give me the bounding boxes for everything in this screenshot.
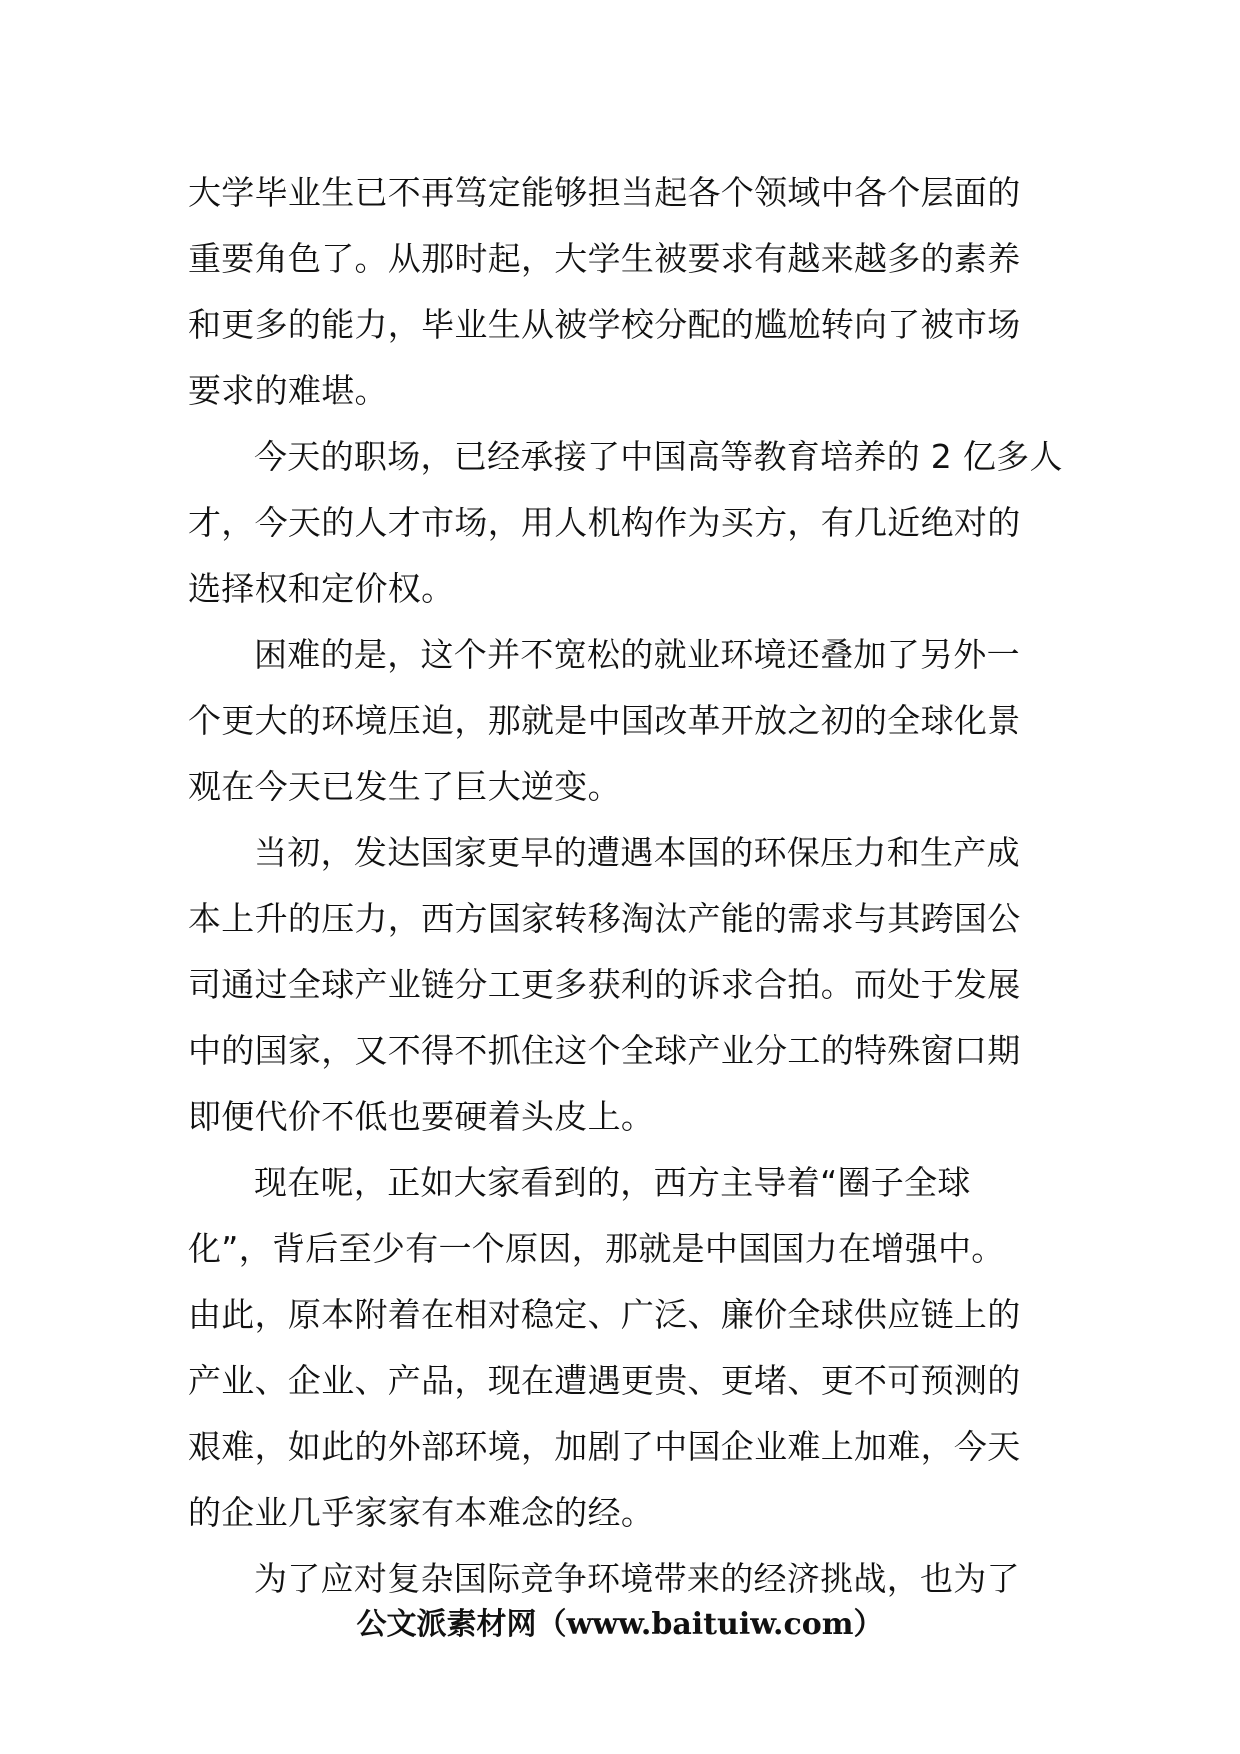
text-line: 为了应对复杂国际竞争环境带来的经济挑战，也为了 <box>254 1559 1020 1598</box>
text-line: 的企业几乎家家有本难念的经。 <box>188 1493 655 1532</box>
text-line: 本上升的压力，西方国家转移淘汰产能的需求与其跨国公 <box>188 899 1021 938</box>
text-line: 和更多的能力，毕业生从被学校分配的尴尬转向了被市场 <box>188 305 1021 344</box>
footer-watermark: 公文派素材网（www.baituiw.com） <box>356 1607 884 1642</box>
text-line: 大学毕业生已不再笃定能够担当起各个领域中各个层面的 <box>188 173 1021 212</box>
text-line: 艰难，如此的外部环境，加剧了中国企业难上加难，今天 <box>188 1427 1021 1466</box>
text-line: 现在呢，正如大家看到的，西方主导着“圈子全球 <box>254 1163 971 1202</box>
body-text <box>188 160 1063 1612</box>
text-line: 中的国家，又不得不抓住这个全球产业分工的特殊窗口期 <box>188 1031 1021 1070</box>
text-line: 观在今天已发生了巨大逆变。 <box>188 767 621 806</box>
text-line: 司通过全球产业链分工更多获利的诉求合拍。而处于发展 <box>188 965 1021 1004</box>
text-line: 选择权和定价权。 <box>188 569 455 608</box>
text-line: 才，今天的人才市场，用人机构作为买方，有几近绝对的 <box>188 503 1021 542</box>
text-line: 当初，发达国家更早的遭遇本国的环保压力和生产成 <box>254 833 1020 872</box>
text-line: 产业、企业、产品，现在遭遇更贵、更堵、更不可预测的 <box>188 1361 1021 1400</box>
text-line: 由此，原本附着在相对稳定、广泛、廉价全球供应链上的 <box>188 1295 1021 1334</box>
text-line: 要求的难堪。 <box>188 371 388 410</box>
text-line: 今天的职场，已经承接了中国高等教育培养的 2 亿多人 <box>254 437 1063 476</box>
text-line: 即便代价不低也要硬着头皮上。 <box>188 1097 655 1136</box>
text-line: 困难的是，这个并不宽松的就业环境还叠加了另外一 <box>254 635 1020 674</box>
text-line: 重要角色了。从那时起，大学生被要求有越来越多的素养 <box>188 239 1021 278</box>
text-line: 个更大的环境压迫，那就是中国改革开放之初的全球化景 <box>188 701 1021 740</box>
text-line: 化”，背后至少有一个原因，那就是中国国力在增强中。 <box>188 1229 1005 1268</box>
